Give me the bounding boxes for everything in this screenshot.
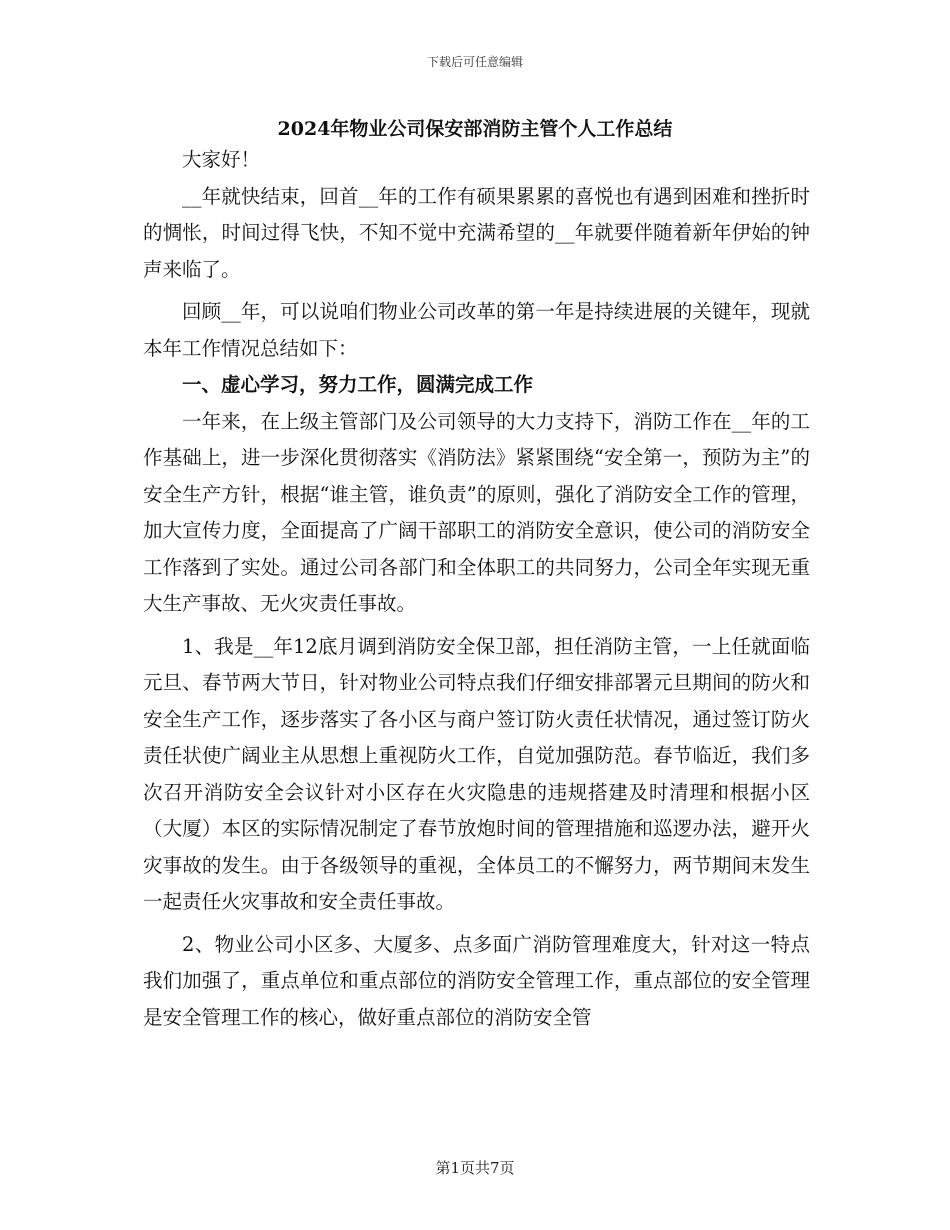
page-number: 第1页共7页 [435,1159,515,1177]
page-header-note: 下载后可任意编辑 [426,55,523,69]
item-1-paragraph: 1、我是__年12底月调到消防安全保卫部，担任消防主管，一上任就面临元旦、春节两大节日，针对物业公司特点我们仔细安排部署元旦期间的防火和安全生产工作，逐步落实了各小区与商户签订防火责任状情况，通过签订防火责任状使广阔业主从思想上重视防火工作，自觉加强防范。春节临近，我们多次召开消防安全会议针对小区存在火灾隐患的违规搭建及时清理和根据小区（大厦）本区的实际情况制定了春节放炮时间的管理措施和巡逻办法，避开火灾事故的发生。由于各级领导的重视，全体员工的不懈努力，两节期间末发生一起责任火灾事故和安全责任事故。 [143,634,810,913]
item-2-paragraph: 2、物业公司小区多、大厦多、点多面广消防管理难度大，针对这一特点我们加强了，重点单位和重点部位的消防安全管理工作，重点部位的安全管理是安全管理工作的核心，做好重点部位的消防安全管 [143,932,810,1029]
section-heading: 一、虚心学习，努力工作，圆满完成工作 [182,373,534,396]
document-title: 2024年物业公司保安部消防主管个人工作总结 [277,118,673,140]
greeting-paragraph: 大家好！ [182,148,261,171]
review-paragraph: 回顾__年，可以说咱们物业公司改革的第一年是持续进展的关键年，现就本年工作情况总结如下： [143,300,810,360]
intro-paragraph: __年就快结束，回首__年的工作有硕果累累的喜悦也有遇到困难和挫折时的惆怅，时间过得飞快，不知不觉中充满希望的__年就要伴随着新年伊始的钟声来临了。 [143,184,810,281]
document-body [143,142,810,1036]
overview-paragraph: 一年来，在上级主管部门及公司领导的大力支持下，消防工作在__年的工作基础上，进一步深化贯彻落实《消防法》紧紧围绕“安全第一，预防为主”的安全生产方针，根据“谁主管，谁负责”的原则，强化了消防安全工作的管理，加大宣传力度，全面提高了广阔干部职工的消防安全意识，使公司的消防安全工作落到了实处。通过公司各部门和全体职工的共同努力，公司全年实现无重大生产事故、无火灾责任事故。 [143,409,810,615]
